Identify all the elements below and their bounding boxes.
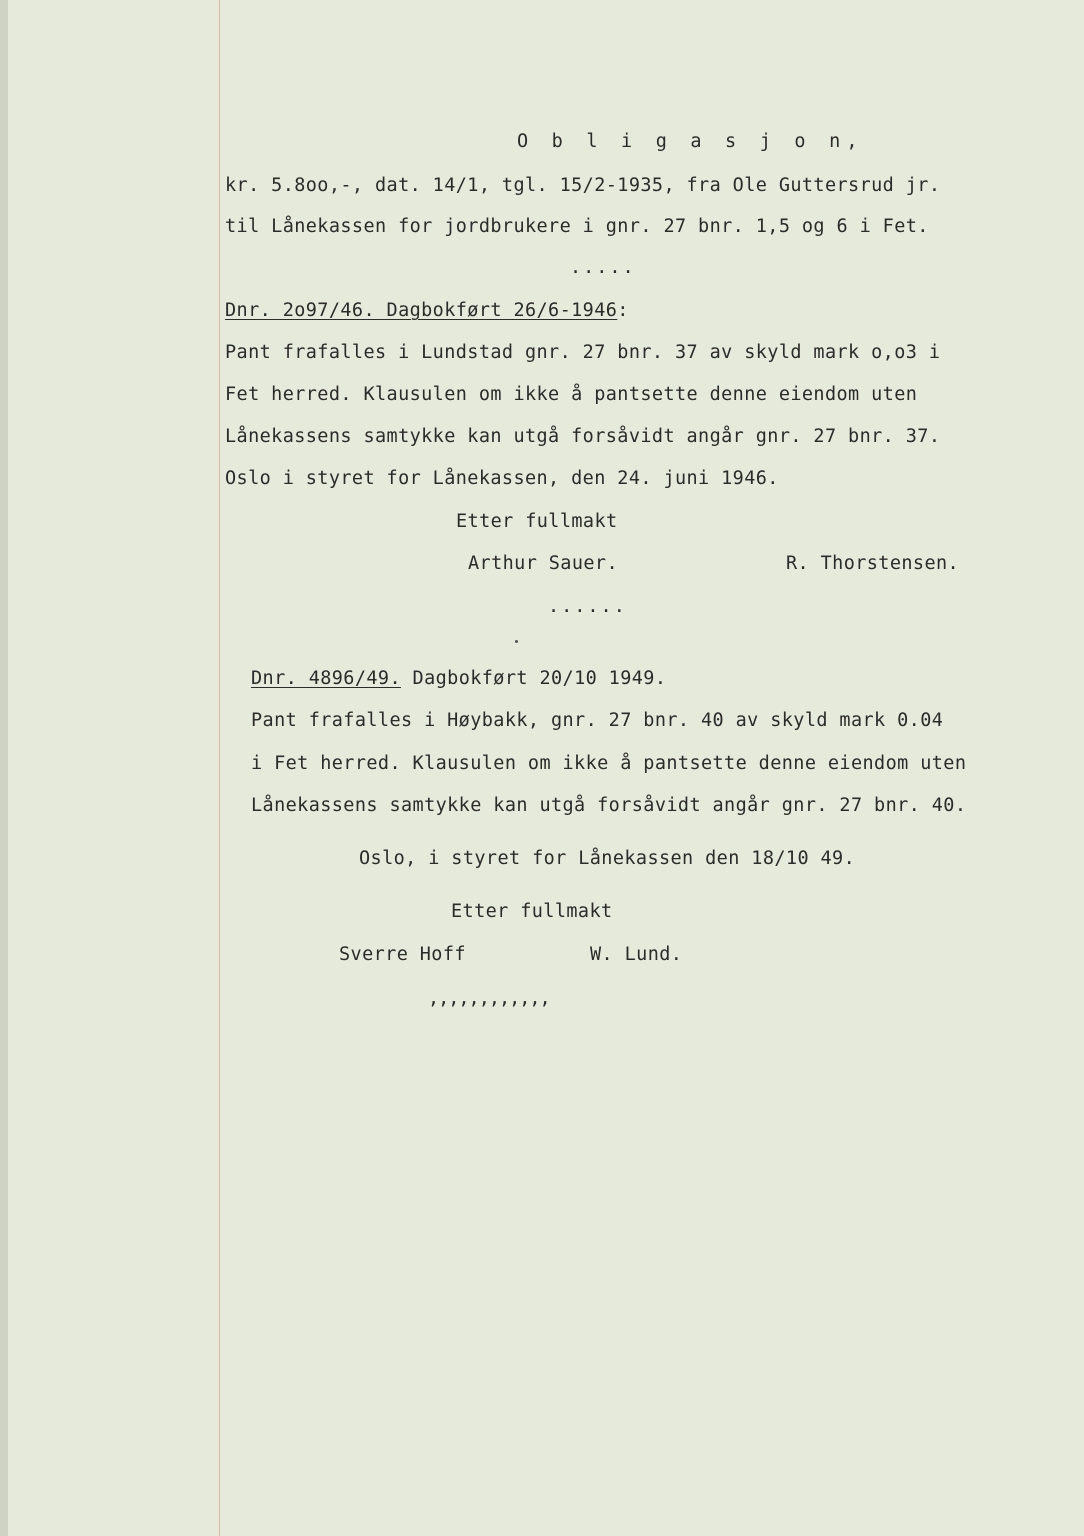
entry-1-authority: Etter fullmakt [456, 511, 618, 532]
obligation-line-2: til Lånekassen for jordbrukere i gnr. 27 bnr. 1,5 og 6 i Fet. [225, 216, 929, 237]
entry-2-body-line-1: Pant frafalles i Høybakk, gnr. 27 bnr. 40 av skyld mark 0.04 [251, 710, 944, 731]
entry-1-body-line-1: Pant frafalles i Lundstad gnr. 27 bnr. 37 av skyld mark o,o3 i [225, 342, 941, 363]
page-edge [0, 0, 8, 1536]
entry-2-place-date: Oslo, i styret for Lånekassen den 18/10 49. [359, 848, 856, 869]
separator-1: ..... [570, 257, 636, 278]
entry-1-signer-2: R. Thorstensen. [786, 553, 960, 574]
closing-marks: ,,,,,,,,,,,, [428, 988, 550, 1009]
obligation-line-1: kr. 5.8oo,-, dat. 14/1, tgl. 15/2-1935, fra Ole Guttersrud jr. [225, 175, 941, 196]
entry-2-body-line-3: Lånekassens samtykke kan utgå forsåvidt angår gnr. 27 bnr. 40. [251, 795, 967, 816]
entry-1-signer-1: Arthur Sauer. [468, 553, 618, 574]
entry-1-body-line-3: Lånekassens samtykke kan utgå forsåvidt angår gnr. 27 bnr. 37. [225, 426, 941, 447]
entry-1-ref-colon: : [617, 300, 629, 321]
separator-2: ...... [548, 596, 627, 617]
entry-2-authority: Etter fullmakt [451, 901, 613, 922]
entry-1-ref-text: Dnr. 2o97/46. Dagbokført 26/6-1946 [225, 300, 618, 321]
entry-2-ref-text: Dnr. 4896/49. [251, 668, 401, 689]
document-title: O b l i g a s j o n, [517, 131, 864, 152]
entry-1-body-line-4: Oslo i styret for Lånekassen, den 24. juni 1946. [225, 468, 779, 489]
entry-2-body-line-2: i Fet herred. Klausulen om ikke å pantsette denne eiendom uten [251, 753, 967, 774]
margin-rule [219, 0, 220, 1536]
entry-2-signer-2: W. Lund. [590, 944, 683, 965]
entry-2-signer-1: Sverre Hoff [339, 944, 466, 965]
ink-speck [515, 640, 518, 643]
entry-1-body-line-2: Fet herred. Klausulen om ikke å pantsette denne eiendom uten [225, 384, 918, 405]
entry-2-ref-date: Dagbokført 20/10 1949. [401, 668, 667, 689]
entry-2-reference [251, 668, 666, 690]
entry-1-reference [225, 300, 629, 322]
